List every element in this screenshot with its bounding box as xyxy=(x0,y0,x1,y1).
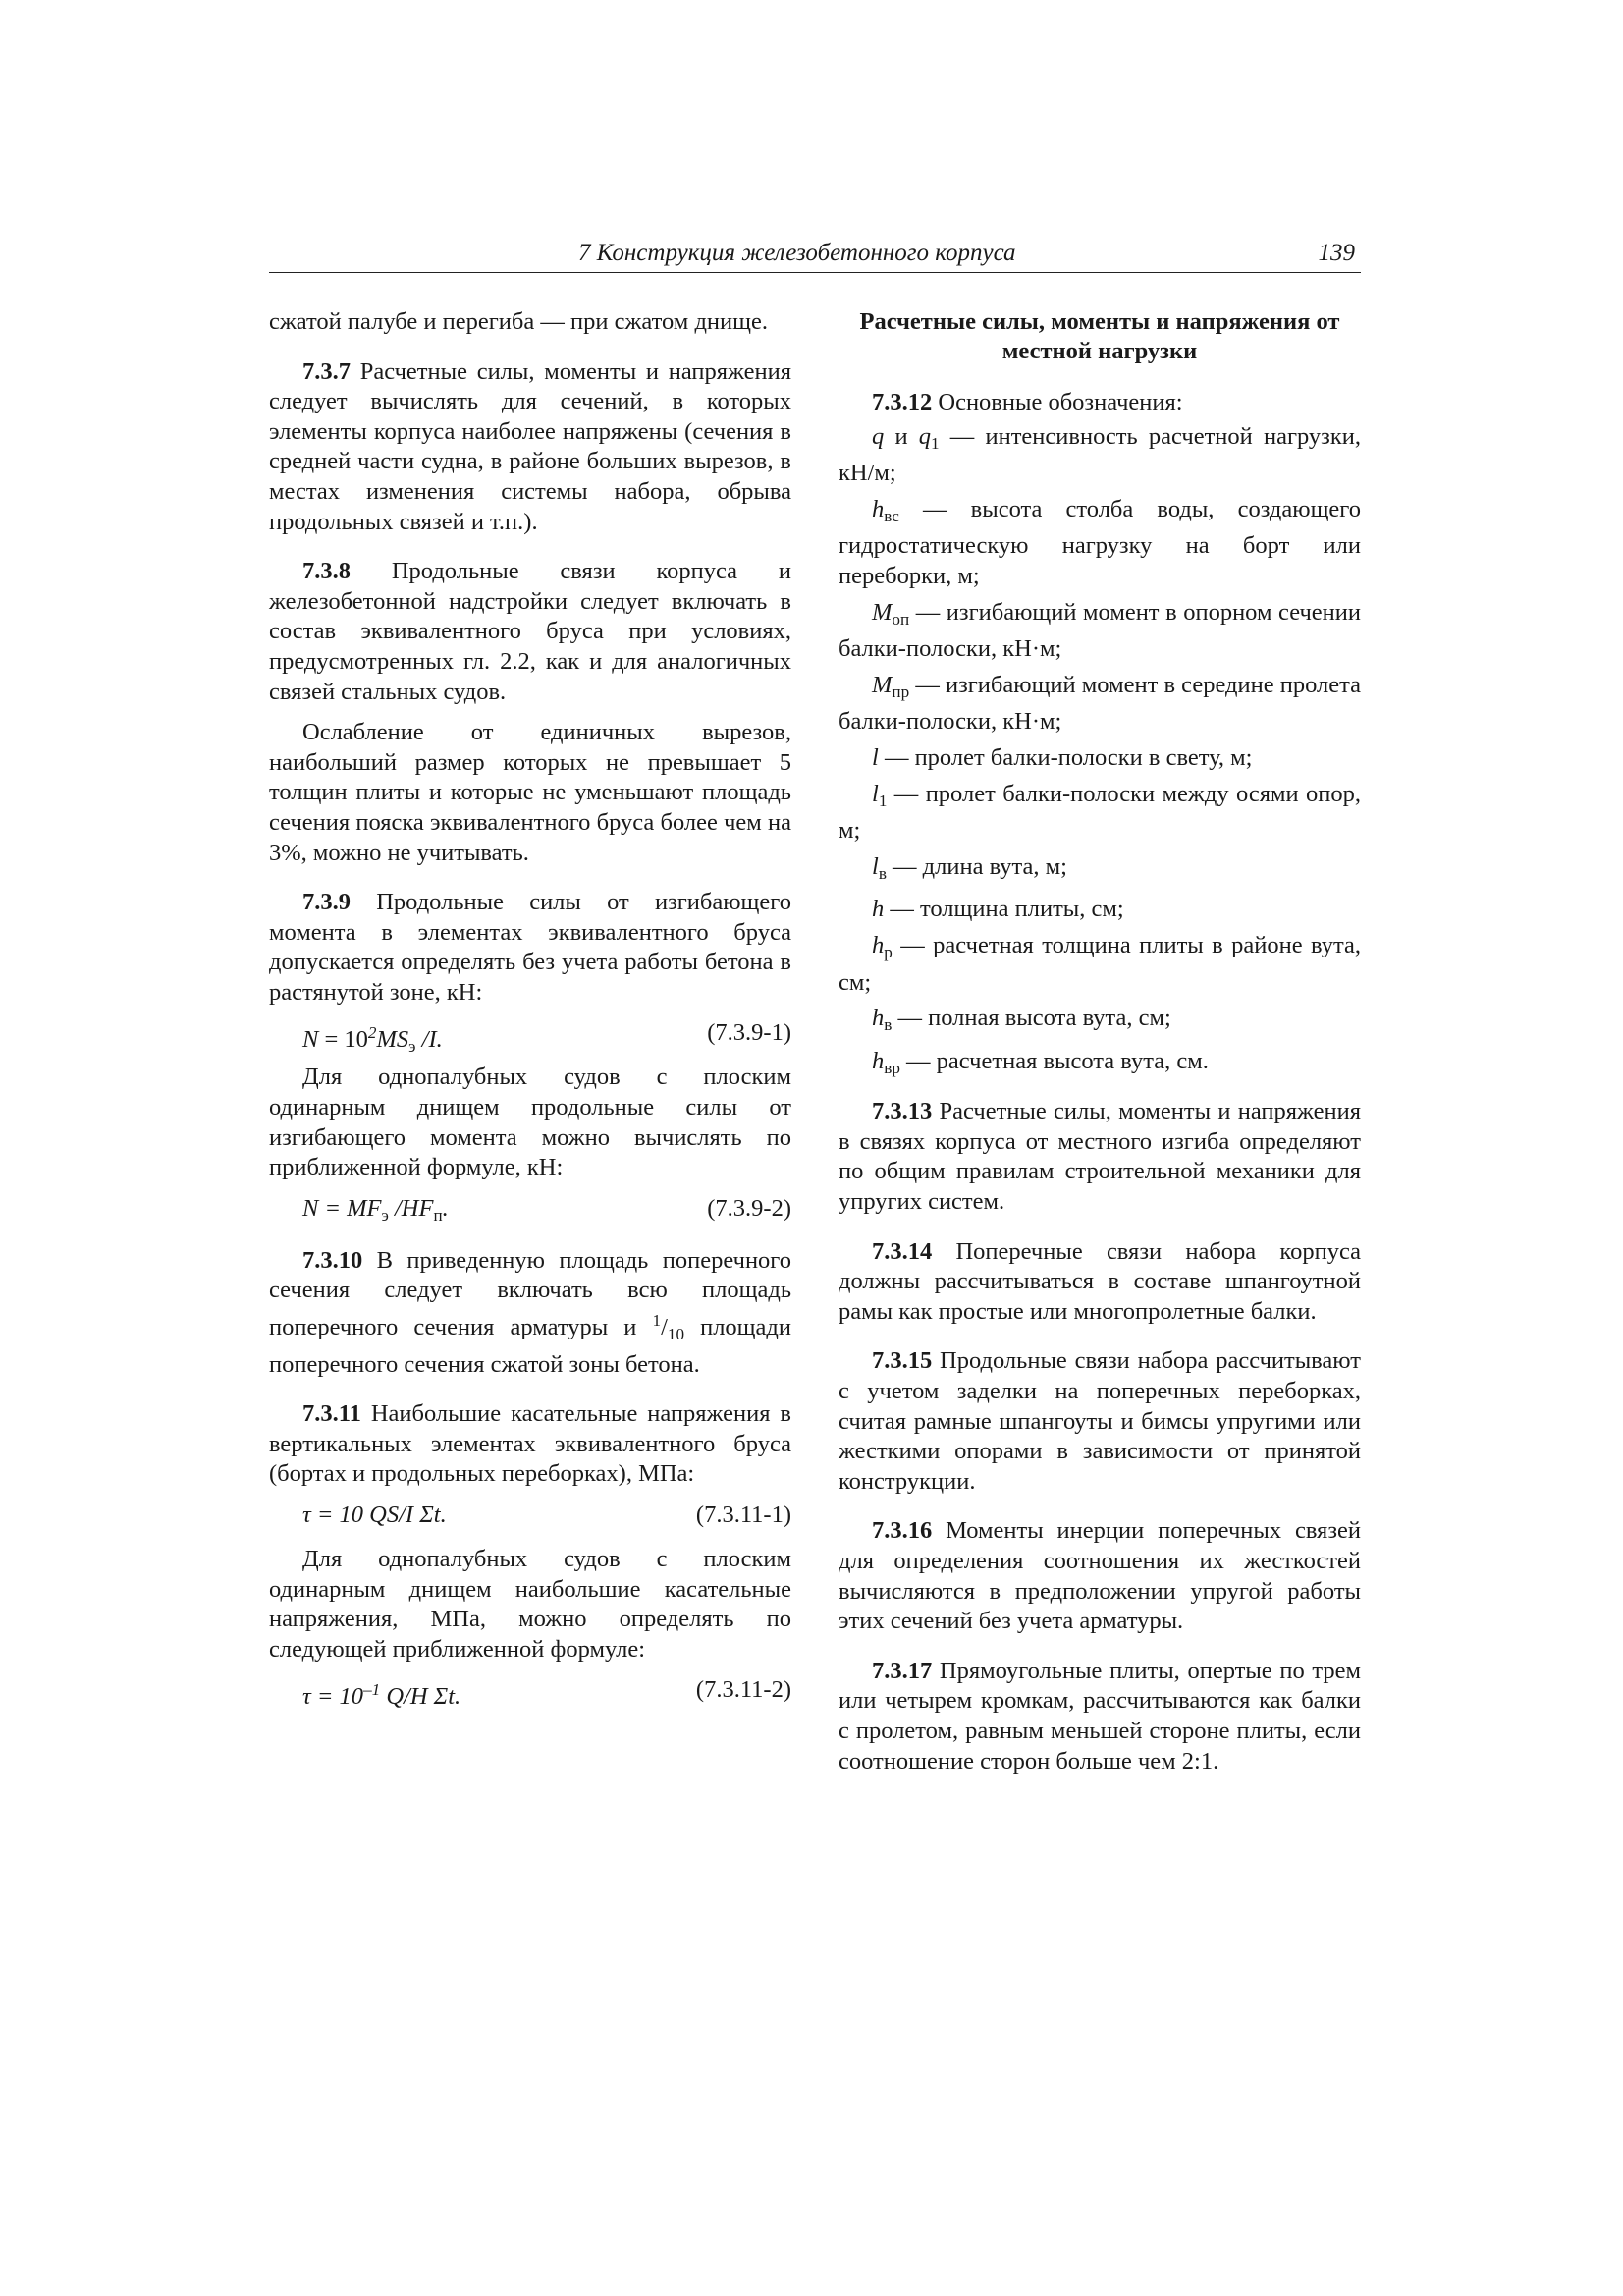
formula-part: MS xyxy=(376,1026,409,1054)
clause-number: 7.3.8 xyxy=(302,558,351,585)
definition-symbol: q xyxy=(872,422,885,450)
definition-symbol: h xyxy=(872,495,885,522)
definition-item xyxy=(839,780,1361,847)
definition-symbol: l xyxy=(872,743,879,771)
definition-symbol: l xyxy=(872,852,879,880)
formula-7-3-11-2 xyxy=(269,1675,791,1711)
definition-item xyxy=(839,852,1361,890)
clause-text: Наибольшие касательные напряжения в вертикальных элементах эквивалентного бруса (бортах и продольных переборках), МПа: xyxy=(269,1400,791,1488)
definition-subscript: оп xyxy=(892,609,910,629)
formula-number: (7.3.9-1) xyxy=(707,1019,791,1047)
section-subheading: Расчетные силы, моменты и напряжения от местной нагрузки xyxy=(859,308,1340,364)
clause-number: 7.3.16 xyxy=(872,1517,933,1545)
paragraph-7-3-9 xyxy=(269,888,791,1008)
running-title: 7 Конструкция железобетонного корпуса xyxy=(578,240,1016,266)
definition-text: — пролет балки-полоски в свету, м; xyxy=(878,743,1253,771)
definition-item xyxy=(839,495,1361,592)
definition-subscript: вр xyxy=(884,1058,900,1077)
formula-7-3-11-1 xyxy=(269,1501,791,1531)
clause-number: 7.3.17 xyxy=(872,1657,933,1684)
clause-text: Продольные силы от изгибающего момента в элементах эквивалентного бруса допускается определять без учета работы бетона в растянутой зоне, кН: xyxy=(269,889,791,1006)
paragraph-7-3-17 xyxy=(839,1657,1361,1777)
definition-symbol: M xyxy=(872,598,893,626)
definition-symbol: q xyxy=(918,422,932,450)
clause-number: 7.3.10 xyxy=(302,1246,363,1274)
formula-part: Q/H Σt. xyxy=(380,1683,461,1711)
definition-text: — высота столба воды, создающего гидростатическую нагрузку на борт или переборки, м; xyxy=(839,495,1361,589)
definition-item xyxy=(839,671,1361,738)
formula-part: N xyxy=(302,1026,319,1054)
clause-number: 7.3.15 xyxy=(872,1347,933,1375)
clause-text: Моменты инерции поперечных связей для определения соотношения их жесткостей вычисляются в предположении упругой работы этих сечений без учета арматуры. xyxy=(839,1517,1361,1635)
definition-symbol: h xyxy=(872,1005,885,1032)
clause-text: Продольные связи набора рассчитывают с учетом заделки на поперечных переборках, считая рамные шпангоуты и бимсы упругими или жесткими опорами в зависимости от принятой конструкции. xyxy=(839,1347,1361,1495)
formula-expression xyxy=(302,1018,443,1063)
formula-subscript: э xyxy=(381,1205,389,1225)
definition-subscript: пр xyxy=(892,682,910,701)
definition-text: — изгибающий момент в опорном сечении балки-полоски, кН·м; xyxy=(839,598,1361,663)
paragraph-7-3-9-b: Для однопалубных судов с плоским одинарным днищем продольные силы от изгибающего момента можно вычислять по приближенной формуле, кН: xyxy=(269,1064,791,1181)
definition-connector: и xyxy=(884,422,919,450)
formula-number: (7.3.11-2) xyxy=(695,1676,791,1704)
clause-number: 7.3.11 xyxy=(302,1400,361,1428)
paragraph-7-3-7 xyxy=(269,357,791,538)
definition-subscript: 1 xyxy=(931,433,940,453)
formula-7-3-9-2 xyxy=(269,1194,791,1225)
formula-number: (7.3.9-2) xyxy=(707,1194,791,1222)
definition-item xyxy=(839,1004,1361,1041)
definition-subscript: р xyxy=(884,942,893,961)
paragraph-7-3-14 xyxy=(839,1237,1361,1328)
definition-item xyxy=(839,598,1361,665)
formula-superscript: –1 xyxy=(363,1680,381,1700)
clause-text: Расчетные силы, моменты и напряжения следует вычислять для сечений, в которых элементы корпуса наиболее напряжены (сечения в средней части судна, в районе больших вырезов, в местах изменения системы набора, обрыва продольных связей и т.п.). xyxy=(269,357,791,535)
paragraph-7-3-8 xyxy=(269,557,791,707)
formula-number: (7.3.11-1) xyxy=(695,1502,791,1528)
right-column xyxy=(839,307,1361,1796)
definition-symbol: h xyxy=(872,896,885,923)
formula-part: = MF xyxy=(318,1194,382,1222)
definition-symbol: l xyxy=(872,780,879,807)
formula-part: . xyxy=(442,1194,449,1222)
paragraph-continuation: сжатой палубе и перегиба — при сжатом днище. xyxy=(269,308,768,335)
formula-superscript: 2 xyxy=(367,1023,377,1043)
paragraph-7-3-13 xyxy=(839,1097,1361,1217)
definition-symbol: M xyxy=(872,671,893,698)
clause-text: Расчетные силы, моменты и напряжения в связях корпуса от местного изгиба определяют по общим правилам строительной механики для упругих систем. xyxy=(839,1098,1361,1216)
formula-part: N xyxy=(302,1194,319,1222)
clause-text: площади поперечного сечения сжатой зоны бетона. xyxy=(269,1314,792,1378)
formula-part: = 10 xyxy=(318,1026,368,1054)
clause-number: 7.3.9 xyxy=(302,889,351,916)
clause-text: Основные обозначения: xyxy=(932,389,1183,415)
definition-item xyxy=(839,931,1361,998)
paragraph-7-3-11-b: Для однопалубных судов с плоским одинарным днищем наибольшие касательные напряжения, МПа, можно определять по следующей приближенной формуле: xyxy=(269,1546,791,1663)
paragraph-7-3-16 xyxy=(839,1516,1361,1636)
definition-text: — расчетная высота вута, см. xyxy=(899,1047,1209,1074)
definition-text: — интенсивность расчетной нагрузки, кН/м; xyxy=(839,422,1361,487)
paragraph-7-3-12 xyxy=(839,388,1361,418)
definition-symbol: h xyxy=(872,931,885,958)
formula-subscript: п xyxy=(433,1205,443,1225)
clause-text: Поперечные связи набора корпуса должны рассчитываться в составе шпангоутной рамы как простые или многопролетные балки. xyxy=(839,1237,1361,1325)
definition-text: — длина вута, м; xyxy=(886,852,1067,880)
definition-subscript: в xyxy=(878,863,887,883)
page-header xyxy=(269,239,1361,273)
formula-expression: τ = 10 QS/I Σt. xyxy=(302,1502,447,1528)
definition-text: — расчетная толщина плиты в районе вута, см; xyxy=(839,931,1361,996)
left-column xyxy=(269,307,791,1720)
fraction-numerator: 1 xyxy=(652,1311,662,1331)
definition-subscript: вс xyxy=(884,506,899,525)
formula-7-3-9-1 xyxy=(269,1018,791,1057)
definition-item xyxy=(839,422,1361,489)
clause-text: В приведенную площадь поперечного сечения следует включать всю площадь поперечного сечения арматуры и xyxy=(269,1246,791,1341)
definition-item xyxy=(839,1047,1361,1084)
definition-text: — толщина плиты, см; xyxy=(884,896,1124,923)
definition-subscript: в xyxy=(884,1015,893,1035)
definition-text: — пролет балки-полоски между осями опор, м; xyxy=(839,780,1361,845)
definition-text: — полная высота вута, см; xyxy=(892,1005,1171,1032)
definitions-list xyxy=(839,422,1361,1084)
formula-expression xyxy=(302,1194,449,1231)
fraction-slash: / xyxy=(661,1314,668,1341)
clause-number: 7.3.14 xyxy=(872,1237,933,1265)
formula-subscript: э xyxy=(408,1037,416,1057)
paragraph-7-3-10 xyxy=(269,1246,791,1380)
page-number: 139 xyxy=(1318,240,1355,266)
clause-number: 7.3.7 xyxy=(302,357,351,385)
clause-text: Прямоугольные плиты, опертые по трем или четырем кромкам, рассчитываются как балки с пролетом, равным меньшей стороне плиты, если соотношение сторон больше чем 2:1. xyxy=(839,1657,1361,1775)
formula-part: τ = 10 xyxy=(302,1683,364,1711)
clause-number: 7.3.12 xyxy=(872,389,933,415)
definition-text: — изгибающий момент в середине пролета балки-полоски, кН·м; xyxy=(839,671,1361,736)
formula-part: /I. xyxy=(415,1026,443,1054)
fraction-denominator: 10 xyxy=(667,1325,685,1344)
definition-item xyxy=(839,743,1361,774)
definition-subscript: 1 xyxy=(878,791,888,810)
paragraph-7-3-15 xyxy=(839,1346,1361,1497)
clause-text: Продольные связи корпуса и железобетонной надстройки следует включать в состав эквивалентного бруса при условиях, предусмотренных гл. 2.2, как и для аналогичных связей стальных судов. xyxy=(269,558,791,705)
formula-expression xyxy=(302,1675,460,1713)
definition-item xyxy=(839,895,1361,925)
definition-symbol: h xyxy=(872,1047,885,1074)
paragraph-7-3-8-b: Ослабление от единичных вырезов, наибольший размер которых не превышает 5 толщин плиты и которые не уменьшают площадь сечения пояска эквивалентного бруса более чем на 3%, можно не учитывать. xyxy=(269,719,791,866)
clause-number: 7.3.13 xyxy=(872,1098,933,1125)
formula-part: /HF xyxy=(388,1194,434,1222)
paragraph-7-3-11 xyxy=(269,1399,791,1490)
